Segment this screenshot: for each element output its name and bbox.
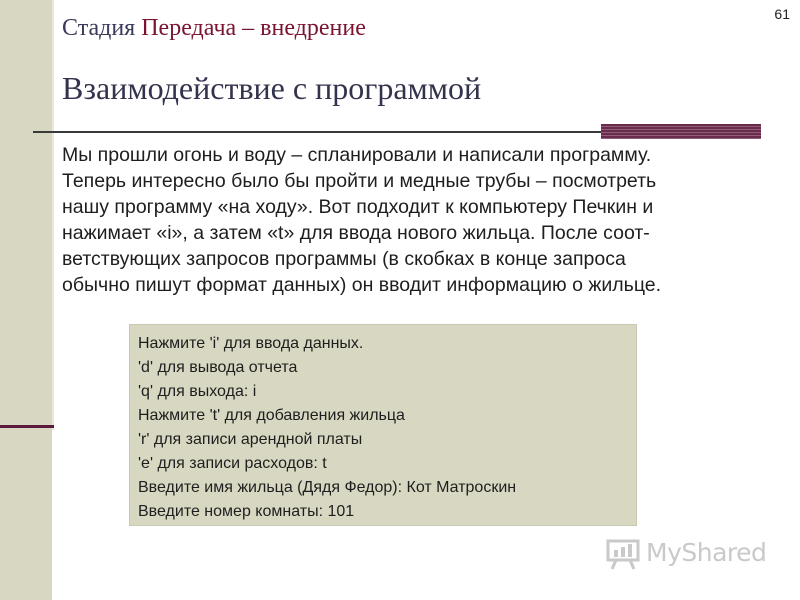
stage-value: Передача – внедрение (141, 15, 366, 41)
console-line: 'e' для записи расходов: t (138, 455, 327, 472)
body-line: нашу программу «на ходу». Вот подходит к компьютеру Печкин и (62, 196, 654, 218)
page-number: 61 (774, 6, 790, 22)
body-line: ветствующих запросов программы (в скобках в конце запроса (62, 248, 626, 270)
left-accent-line (0, 425, 54, 428)
body-line: Теперь интересно было бы пройти и медные трубы – посмотреть (62, 170, 657, 192)
console-line: 'd' для вывода отчета (138, 359, 298, 376)
console-line: 'r' для записи арендной платы (138, 431, 363, 448)
divider-accent-block (601, 124, 761, 139)
body-line: обычно пишут формат данных) он вводит информацию о жильце. (62, 274, 662, 296)
stage-heading (62, 15, 366, 42)
console-line: Введите номер комнаты: 101 (138, 503, 355, 520)
console-line: 'q' для выхода: i (138, 383, 257, 400)
left-band-highlight (52, 0, 54, 430)
watermark-text: MyShared (646, 538, 767, 567)
watermark-logo (606, 536, 766, 572)
console-line: Нажмите 'i' для ввода данных. (138, 335, 364, 352)
title-divider (33, 131, 601, 133)
slide-title: Взаимодействие с программой (62, 70, 482, 106)
body-line: Мы прошли огонь и воду – спланировали и написали программу. (62, 144, 652, 166)
presentation-board-icon (606, 538, 640, 570)
left-decorative-band (0, 0, 52, 600)
console-line: Введите имя жильца (Дядя Федор): Кот Матроскин (138, 479, 517, 496)
console-line: Нажмите 't' для добавления жильца (138, 407, 405, 424)
body-line: нажимает «i», а затем «t» для ввода нового жильца. После соот- (62, 222, 650, 244)
body-paragraph (62, 142, 762, 298)
stage-label: Стадия (62, 15, 136, 41)
console-output-box (129, 324, 637, 526)
